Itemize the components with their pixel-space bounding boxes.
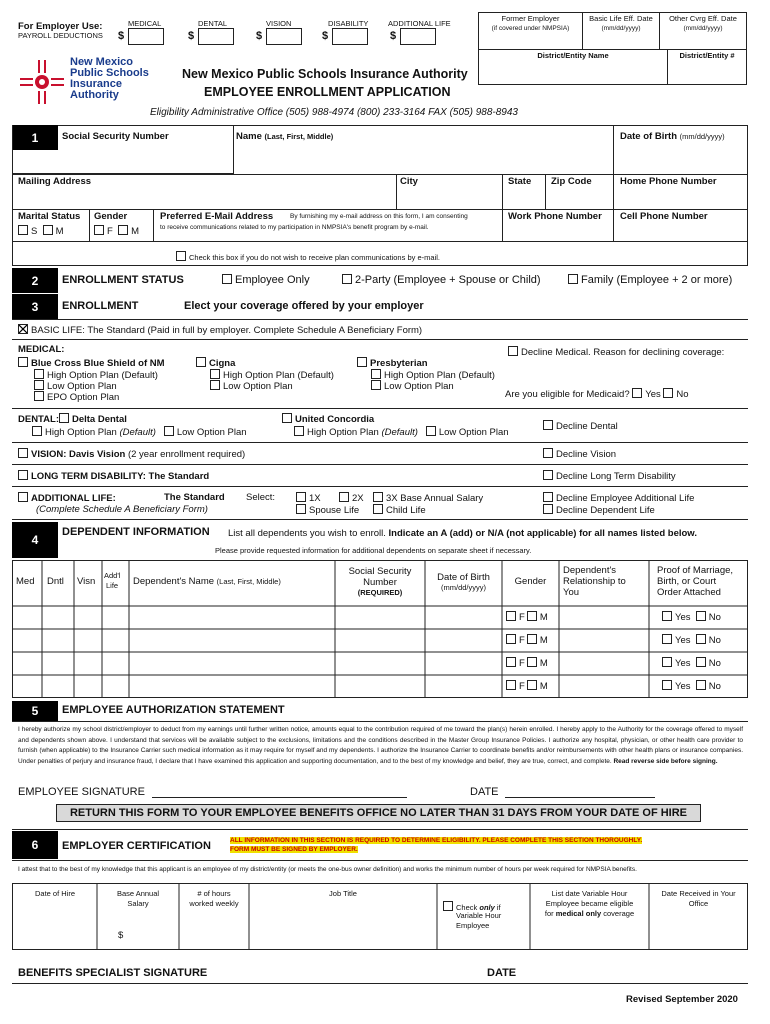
vision-note: (2 year enrollment required): [127, 449, 246, 460]
dep1-f-label: F: [519, 612, 525, 623]
cell-phone-label: Cell Phone Number: [620, 211, 708, 222]
medicaid-no-label: No: [676, 389, 689, 400]
ltd-row: [18, 470, 209, 482]
dob-label: [620, 131, 725, 142]
decline-ltd-label: Decline Long Term Disability: [556, 471, 676, 482]
dep2-m-checkbox[interactable]: [527, 634, 537, 644]
uc-default: (Default): [381, 427, 418, 438]
col-med: Med: [16, 576, 35, 587]
employee-only-checkbox[interactable]: [222, 274, 232, 284]
dep3-proof: [662, 657, 721, 669]
delta-default: (Default): [119, 427, 156, 438]
delta-low-label: Low Option Plan: [176, 427, 247, 438]
dependent-title: DEPENDENT INFORMATION: [62, 526, 210, 538]
employee-date-label: DATE: [470, 786, 499, 798]
basic-life-label: Basic Life Eff. Date: [589, 14, 653, 23]
marital-single-label: S: [31, 226, 38, 237]
bcbs-epo-checkbox[interactable]: [34, 391, 44, 401]
employer-cert-title: EMPLOYER CERTIFICATION: [62, 840, 211, 852]
decline-dependent-checkbox[interactable]: [543, 504, 553, 514]
child-life-checkbox[interactable]: [373, 504, 383, 514]
other-cvrg-label: Other Cvrg Eff. Date: [669, 14, 737, 23]
col-name-sub: (Last, First, Middle): [216, 577, 281, 586]
dep3-m-checkbox[interactable]: [527, 657, 537, 667]
addl-3x-label: 3X Base Annual Salary: [386, 493, 484, 504]
email-consent-2: to receive communications related to my participation in NMPSIA's benefit program by e-mail.: [160, 224, 429, 231]
delta-high-checkbox[interactable]: [32, 426, 42, 436]
dep4-no-checkbox[interactable]: [696, 680, 706, 690]
spouse-life[interactable]: [296, 504, 359, 516]
bcbs-low-label: Low Option Plan: [47, 381, 117, 392]
col-dntl: Dntl: [47, 576, 64, 587]
status-employee-only[interactable]: [222, 274, 310, 286]
benefits-specialist-label: BENEFITS SPECIALIST SIGNATURE: [18, 967, 208, 979]
dep4-no-label: No: [708, 681, 721, 692]
cigna-high-label: High Option Plan (Default): [223, 370, 334, 381]
name-label: [236, 131, 333, 142]
ltd-checkbox[interactable]: [18, 470, 28, 480]
ltd-label: LONG TERM DISABILITY: The Standard: [31, 471, 210, 482]
benefits-signature-line[interactable]: [12, 983, 748, 984]
name-field[interactable]: [234, 143, 614, 174]
uc-high-label: High Option Plan: [307, 427, 379, 438]
basic-life-row: [18, 324, 422, 336]
bcbs-high-label: High Option Plan (Default): [47, 370, 158, 381]
dep1-no-checkbox[interactable]: [696, 611, 706, 621]
enrollment-status-title: ENROLLMENT STATUS: [62, 274, 184, 286]
dental-deduction-field[interactable]: [198, 28, 234, 45]
col-rel3: You: [563, 587, 580, 598]
dep3-f-label: F: [519, 658, 525, 669]
dep1-gender: [506, 611, 548, 623]
col-rel1: Dependent's: [563, 565, 617, 576]
currency-sign: $: [390, 30, 397, 42]
basic-life-checked-checkbox: [18, 324, 28, 334]
dep3-yes-label: Yes: [675, 658, 691, 669]
dental-row-1: [18, 413, 127, 425]
dep3-yes-checkbox[interactable]: [662, 657, 672, 667]
medicaid-yes-checkbox[interactable]: [632, 388, 642, 398]
decline-medical[interactable]: [508, 346, 724, 358]
dep3-m-label: M: [539, 658, 548, 669]
additional-life-deduction-field[interactable]: [400, 28, 436, 45]
org-name: New Mexico Public Schools Insurance Authority: [182, 67, 468, 81]
gender-male-label: M: [131, 226, 140, 237]
bcbs-checkbox[interactable]: [18, 357, 28, 367]
section-1-number: 1: [12, 125, 58, 150]
section-4-number: 4: [12, 522, 58, 558]
dep4-yes-label: Yes: [675, 681, 691, 692]
ssn-label: Social Security Number: [62, 131, 169, 142]
uc-high-checkbox[interactable]: [294, 426, 304, 436]
dep4-proof: [662, 680, 721, 692]
decline-medical-label: Decline Medical. Reason for declining coverage:: [521, 347, 725, 358]
hire-label: Date of Hire: [34, 889, 76, 898]
bcbs-epo[interactable]: [34, 391, 119, 403]
delta-label: Delta Dental: [71, 414, 127, 425]
col-proof3: Order Attached: [657, 587, 721, 598]
addl-1x[interactable]: [296, 492, 321, 504]
decline-ltd-checkbox[interactable]: [543, 470, 553, 480]
decline-dependent-label: Decline Dependent Life: [556, 505, 655, 516]
basic-life-label: BASIC LIFE: The Standard (Paid in full by employer. Complete Schedule A Beneficiary Form): [31, 325, 423, 336]
list-date-label-1: List date Variable Hour: [551, 889, 628, 898]
ssn-field[interactable]: [12, 150, 234, 174]
dob-label-text: Date of Birth: [620, 131, 677, 142]
email-field[interactable]: [154, 232, 502, 241]
enrollment-title: ENROLLMENT: [62, 300, 139, 312]
work-phone-label: Work Phone Number: [508, 211, 602, 222]
addl-2x-checkbox[interactable]: [339, 492, 349, 502]
dependent-instr-b: Indicate an A (add) or N/A (not applicable) for all names listed below.: [388, 528, 697, 539]
medicaid-question: Are you eligible for Medicaid?: [505, 389, 630, 400]
dep2-proof: [662, 634, 721, 646]
logo-line-3: Insurance: [70, 78, 122, 90]
uc-label: United Concordia: [295, 414, 375, 425]
col-rel2: Relationship to: [563, 576, 626, 587]
cert-warning-1: ALL INFORMATION IN THIS SECTION IS REQUIRED TO DETERMINE ELIGIBILITY. PLEASE COMPLETE THIS SECTION THOROUGHLY.: [230, 837, 643, 844]
mailing-field[interactable]: [13, 188, 396, 209]
zip-label: Zip Code: [551, 176, 592, 187]
col-visn: Visn: [77, 576, 96, 587]
section-5-number: 5: [12, 701, 58, 721]
bcbs-option[interactable]: [18, 357, 165, 369]
marital-single-checkbox[interactable]: [18, 225, 28, 235]
list3a: for: [544, 909, 554, 918]
addl-schedule: (Complete Schedule A Beneficiary Form): [36, 504, 208, 515]
dep2-gender: [506, 634, 548, 646]
hours-label-2: worked weekly: [189, 899, 239, 908]
status-2-party[interactable]: [342, 274, 541, 286]
other-cvrg-sub: (mm/dd/yyyy): [683, 25, 723, 32]
variable-if-text: if: [494, 903, 501, 912]
former-employer-label: Former Employer: [501, 14, 560, 23]
cigna-label: Cigna: [209, 358, 236, 369]
family-label: Family (Employee + 2 or more): [581, 274, 733, 286]
two-party-checkbox[interactable]: [342, 274, 352, 284]
cigna-low-label: Low Option Plan: [223, 381, 293, 392]
gender-options: [94, 225, 139, 237]
former-employer-sub: (if covered under NMPSIA): [491, 25, 570, 32]
addl-select: Select:: [246, 492, 276, 503]
cert-attest: I attest that to the best of my knowledge that this applicant is an employee of my district/entity (or meets the one-bus owner definition) and works the minimum number of hours per week required for NMPSIA benefits.: [18, 866, 637, 873]
email-optout-label: Check this box if you do not wish to receive plan communications by e-mail.: [189, 253, 440, 262]
medicaid-row: [505, 388, 689, 400]
decline-dependent[interactable]: [543, 504, 655, 516]
dep4-m-label: M: [539, 681, 548, 692]
additional-life-deduction-label: ADDITIONAL LIFE: [388, 19, 451, 28]
bcbs-epo-label: EPO Option Plan: [47, 392, 120, 403]
read-reverse: Read reverse side before signing.: [613, 757, 718, 765]
city-field[interactable]: [397, 188, 502, 209]
decline-vision-label: Decline Vision: [556, 449, 617, 460]
delta-low-checkbox[interactable]: [164, 426, 174, 436]
dep2-yes-label: Yes: [675, 635, 691, 646]
cigna-low-checkbox[interactable]: [210, 380, 220, 390]
cigna-high-checkbox[interactable]: [210, 369, 220, 379]
dep4-f-checkbox[interactable]: [506, 680, 516, 690]
family-checkbox[interactable]: [568, 274, 578, 284]
logo-line-4: Authority: [70, 89, 119, 101]
dep1-yes-label: Yes: [675, 612, 691, 623]
medicaid-yes-label: Yes: [645, 389, 661, 400]
cigna-checkbox[interactable]: [196, 357, 206, 367]
col-name-text: Dependent's Name: [133, 576, 215, 587]
disability-deduction-field[interactable]: [332, 28, 368, 45]
currency-sign: $: [188, 30, 195, 42]
dep1-proof: [662, 611, 721, 623]
two-party-label: 2-Party (Employee + Spouse or Child): [355, 274, 541, 286]
presbyterian-checkbox[interactable]: [357, 357, 367, 367]
cigna-option[interactable]: [196, 357, 235, 369]
employee-signature-line[interactable]: [152, 797, 407, 798]
email-consent-1: By furnishing my e-mail address on this form, I am consenting: [290, 213, 468, 220]
decline-dental-label: Decline Dental: [556, 421, 618, 432]
uc-option[interactable]: [282, 413, 374, 425]
col-dob: Date of Birth: [437, 572, 490, 583]
enrollment-subtitle: Elect your coverage offered by your employer: [184, 300, 424, 312]
pres-low[interactable]: [371, 380, 454, 392]
decline-addl-checkbox[interactable]: [543, 492, 553, 502]
home-phone-label: Home Phone Number: [620, 176, 717, 187]
section-6-number: 6: [12, 831, 58, 859]
cert-warning-2: FORM MUST BE SIGNED BY EMPLOYER.: [230, 846, 358, 853]
delta-plans: [32, 426, 247, 438]
basic-life-sub: (mm/dd/yyyy): [601, 25, 641, 32]
gender-male-checkbox[interactable]: [118, 225, 128, 235]
district-number-label: District/Entity #: [679, 51, 735, 60]
dep2-no-checkbox[interactable]: [696, 634, 706, 644]
benefits-date-label: DATE: [487, 967, 517, 979]
state-label: State: [508, 176, 532, 187]
child-life-label: Child Life: [386, 505, 426, 516]
variable-hour-checkbox[interactable]: [443, 901, 453, 911]
job-title-label: Job Title: [329, 889, 357, 898]
addl-life-label: ADDITIONAL LIFE:: [31, 493, 116, 504]
pres-low-label: Low Option Plan: [384, 381, 454, 392]
contact-line: Eligibility Administrative Office (505) 988-4974 (800) 233-3164 FAX (505) 988-8943: [150, 107, 518, 118]
col-life: Life: [106, 581, 119, 590]
authorization-title: EMPLOYEE AUTHORIZATION STATEMENT: [62, 704, 285, 716]
col-dob-sub: (mm/dd/yyyy): [441, 583, 486, 592]
col-ssn2: Number: [363, 577, 397, 588]
child-life[interactable]: [373, 504, 426, 516]
dep3-f-checkbox[interactable]: [506, 657, 516, 667]
addl-1x-label: 1X: [309, 493, 321, 504]
medicaid-no-checkbox[interactable]: [663, 388, 673, 398]
email-optout-checkbox[interactable]: [176, 251, 186, 261]
medical-label: MEDICAL:: [18, 344, 65, 355]
medical-deduction-field[interactable]: [128, 28, 164, 45]
status-family[interactable]: [568, 274, 732, 286]
col-gender: Gender: [514, 576, 547, 587]
spouse-life-checkbox[interactable]: [296, 504, 306, 514]
salary-label-2: Salary: [127, 899, 149, 908]
medical-deduction-label: MEDICAL: [128, 19, 162, 28]
page-title: EMPLOYEE ENROLLMENT APPLICATION: [204, 85, 451, 99]
dental-deduction-label: DENTAL: [198, 19, 228, 28]
section-2-number: 2: [12, 268, 58, 293]
zia-sun-logo-icon: [18, 58, 66, 106]
dep2-f-label: F: [519, 635, 525, 646]
district-name-label: District/Entity Name: [537, 51, 609, 60]
return-notice: RETURN THIS FORM TO YOUR EMPLOYEE BENEFITS OFFICE NO LATER THAN 31 DAYS FROM YOUR DATE OF HIRE: [56, 804, 701, 822]
salary-label-1: Base Annual: [116, 889, 160, 898]
addl-carrier: The Standard: [164, 492, 225, 503]
payroll-subtitle: PAYROLL DEDUCTIONS: [18, 31, 103, 40]
dep3-no-checkbox[interactable]: [696, 657, 706, 667]
addl-life-row: [18, 492, 116, 504]
marital-options: [18, 225, 64, 237]
addl-3x[interactable]: [373, 492, 483, 504]
gender-female-checkbox[interactable]: [94, 225, 104, 235]
list3c: coverage: [603, 909, 635, 918]
dep4-gender: [506, 680, 548, 692]
email-optout: [176, 251, 440, 262]
salary-dollar: $: [118, 930, 124, 941]
currency-sign: $: [256, 30, 263, 42]
presbyterian-option[interactable]: [357, 357, 428, 369]
dep4-yes-checkbox[interactable]: [662, 680, 672, 690]
decline-addl[interactable]: [543, 492, 694, 504]
variable-only-text: only: [479, 903, 495, 912]
uc-low-checkbox[interactable]: [426, 426, 436, 436]
pres-high-label: High Option Plan (Default): [384, 370, 495, 381]
decline-addl-label: Decline Employee Additional Life: [556, 493, 695, 504]
addl-3x-checkbox[interactable]: [373, 492, 383, 502]
delta-high-label: High Option Plan: [45, 427, 117, 438]
list3b: medical only: [555, 909, 602, 918]
dep1-yes-checkbox[interactable]: [662, 611, 672, 621]
bcbs-low-checkbox[interactable]: [34, 380, 44, 390]
decline-vision[interactable]: [543, 448, 616, 460]
dep2-no-label: No: [708, 635, 721, 646]
revised-date: Revised September 2020: [626, 994, 738, 1005]
col-ssn: Social Security: [348, 566, 412, 577]
marital-married-label: M: [55, 226, 64, 237]
list-date-label-2: Employee became eligible: [545, 899, 634, 908]
authorization-body: I hereby authorize my school district/employer to deduct from my earnings until further written notice, amounts equal to the contribution required of me toward the plan(s) herein enrolled. I hereby apply to the Authority for the coverage offered to myself and dependents shown above. I understand that services will be available subject to the exclusions, limitations and the conditions described in the Master Group Insurance Policies. I authorize any hospital, physician, or other health care provider to furnish (when applicable) to the Insurance Carrier such medical information as it may require for myself and my dependents. I authorize the Insurance Carrier to coordinate benefits and/or reimbursements with other health plans or insurance companies. Under penalties of perjury and insurance fraud, I declare that I have examined this application and supporting documentation, and to the best of my knowledge and belief, they are true, correct, and complete.: [18, 726, 743, 765]
vision-checkbox[interactable]: [18, 448, 28, 458]
addl-2x-label: 2X: [352, 493, 364, 504]
gender-female-label: F: [107, 226, 113, 237]
name-label-text: Name: [236, 131, 262, 142]
city-label: City: [400, 176, 418, 187]
dep4-m-checkbox[interactable]: [527, 680, 537, 690]
dep4-f-label: F: [519, 681, 525, 692]
dep1-no-label: No: [708, 612, 721, 623]
spouse-life-label: Spouse Life: [309, 505, 360, 516]
disability-deduction-label: DISABILITY: [328, 19, 369, 28]
dep2-m-label: M: [539, 635, 548, 646]
vision-deduction-field[interactable]: [266, 28, 302, 45]
employee-only-label: Employee Only: [235, 274, 310, 286]
dep2-yes-checkbox[interactable]: [662, 634, 672, 644]
addl-1x-checkbox[interactable]: [296, 492, 306, 502]
decline-ltd[interactable]: [543, 470, 676, 482]
col-name: [133, 576, 281, 587]
marital-label: Marital Status: [18, 211, 81, 222]
logo-text: [70, 57, 149, 101]
decline-medical-checkbox[interactable]: [508, 346, 518, 356]
col-proof1: Proof of Marriage,: [657, 565, 734, 576]
dep1-m-label: M: [539, 612, 548, 623]
vision-deduction-label: VISION: [266, 19, 292, 28]
payroll-title: For Employer Use:: [18, 21, 103, 32]
currency-sign: $: [118, 30, 125, 42]
addl-life-checkbox[interactable]: [18, 492, 28, 502]
logo-line-1: New Mexico: [70, 56, 133, 68]
marital-married-checkbox[interactable]: [43, 225, 53, 235]
col-proof2: Birth, or Court: [657, 576, 717, 587]
dependent-note: Please provide requested information for additional dependents on separate sheet if necessary.: [215, 546, 532, 555]
decline-dental-checkbox[interactable]: [543, 420, 553, 430]
variable-check-text: Check: [456, 903, 478, 912]
dob-label-sub: (mm/dd/yyyy): [679, 132, 725, 141]
vision-label: VISION: Davis Vision: [31, 449, 126, 460]
employee-signature-label: EMPLOYEE SIGNATURE: [18, 786, 145, 798]
cigna-low[interactable]: [210, 380, 293, 392]
uc-low-label: Low Option Plan: [438, 427, 509, 438]
pres-high-checkbox[interactable]: [371, 369, 381, 379]
section-3-number: 3: [12, 294, 58, 319]
dependent-instr-a: List all dependents you wish to enroll.: [228, 528, 386, 539]
dep3-gender: [506, 657, 548, 669]
dep1-m-checkbox[interactable]: [527, 611, 537, 621]
hours-label-1: # of hours: [197, 889, 231, 898]
addl-2x[interactable]: [339, 492, 364, 504]
dependent-instructions: [228, 528, 697, 539]
vision-row: [18, 448, 245, 460]
uc-checkbox[interactable]: [282, 413, 292, 423]
dep2-f-checkbox[interactable]: [506, 634, 516, 644]
logo-line-2: Public Schools: [70, 67, 149, 79]
col-ssn-req: (REQUIRED): [357, 588, 403, 597]
col-addl: Add'l: [104, 571, 121, 580]
decline-dental[interactable]: [543, 420, 618, 432]
mailing-label: Mailing Address: [18, 176, 92, 187]
dep3-no-label: No: [708, 658, 721, 669]
gender-label: Gender: [94, 211, 128, 222]
currency-sign: $: [322, 30, 329, 42]
email-label: Preferred E-Mail Address: [160, 211, 274, 222]
variable-employee-label: Employee: [456, 921, 490, 930]
list-date-label-3: [530, 909, 649, 918]
bcbs-high-checkbox[interactable]: [34, 369, 44, 379]
dep1-f-checkbox[interactable]: [506, 611, 516, 621]
received-label-1: Date Received in Your: [661, 889, 736, 898]
variable-hour-label: Variable Hour: [456, 911, 502, 920]
dob-field[interactable]: [614, 143, 748, 174]
employee-date-line[interactable]: [505, 797, 655, 798]
received-label-2: Office: [688, 899, 709, 908]
decline-vision-checkbox[interactable]: [543, 448, 553, 458]
dental-label: DENTAL:: [18, 414, 59, 425]
presbyterian-label: Presbyterian: [370, 358, 428, 369]
delta-checkbox[interactable]: [59, 413, 69, 423]
name-label-sub: (Last, First, Middle): [264, 132, 334, 141]
bcbs-label: Blue Cross Blue Shield of NM: [31, 358, 165, 369]
uc-plans: [294, 426, 509, 438]
authorization-text: [18, 725, 743, 767]
pres-low-checkbox[interactable]: [371, 380, 381, 390]
